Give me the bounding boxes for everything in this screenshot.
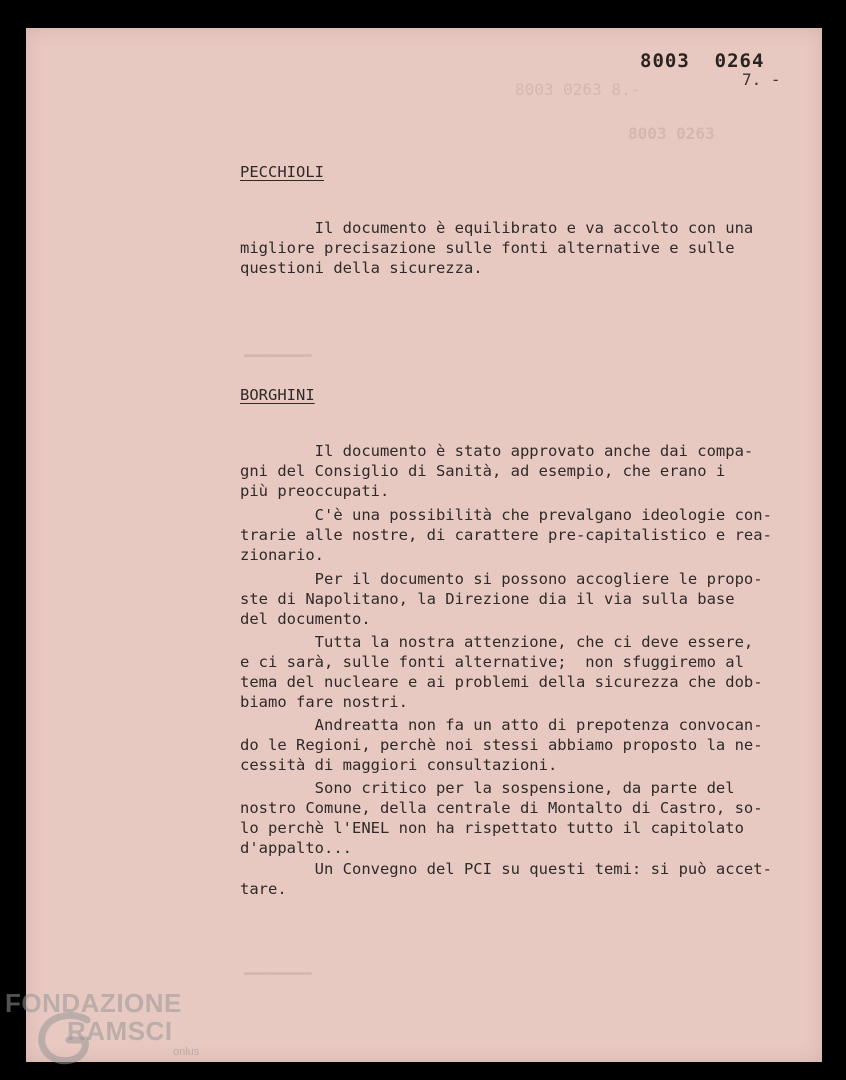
logo-text: FONDAZIONE xyxy=(5,988,182,1018)
page-number: 7. - xyxy=(742,70,781,89)
paragraph: Andreatta non fa un atto di prepotenza convocan- do le Regioni, perchè noi stessi abbiamo proposto la ne- cessità di maggiori consultazioni. xyxy=(240,716,763,774)
paragraph: Un Convegno del PCI su questi temi: si può accet- tare. xyxy=(240,860,772,898)
speaker-heading: PECCHIOLI xyxy=(240,163,324,181)
paragraph: Sono critico per la sospensione, da parte del nostro Comune, della centrale di Montalto di Castro, so- lo perchè l'ENEL non ha rispettato tutto il capitolato d'appalto... xyxy=(240,779,763,857)
paragraph: Tutta la nostra attenzione, che ci deve essere, e ci sarà, sulle fonti alternative; non sfuggiremo al tema del nucleare e ai problemi della sicurezza che dob- biamo fare nostri. xyxy=(240,633,763,711)
paragraph: Il documento è equilibrato e va accolto con una migliore precisazione sulle fonti alternative e sulle questioni della sicurezza. xyxy=(240,219,754,277)
fondazione-gramsci-logo xyxy=(5,988,215,1070)
speaker-heading: BORGHINI xyxy=(240,386,315,404)
paragraph: C'è una possibilità che prevalgano ideologie con- trarie alle nostre, di carattere pre-capitalistico e rea- zionario. xyxy=(240,506,772,564)
paragraph: Il documento è stato approvato anche dai compa- gni del Consiglio di Sanità, ad esempio, che erano i più preoccupati. xyxy=(240,442,754,500)
logo-text: RAMSCI xyxy=(67,1016,173,1046)
paragraph: Per il documento si possono accogliere le propo- ste di Napolitano, la Direzione dia il via sulla base del documento. xyxy=(240,570,763,628)
logo-suffix: onlus xyxy=(173,1046,200,1058)
archive-number: 8003 0264 xyxy=(640,50,765,72)
